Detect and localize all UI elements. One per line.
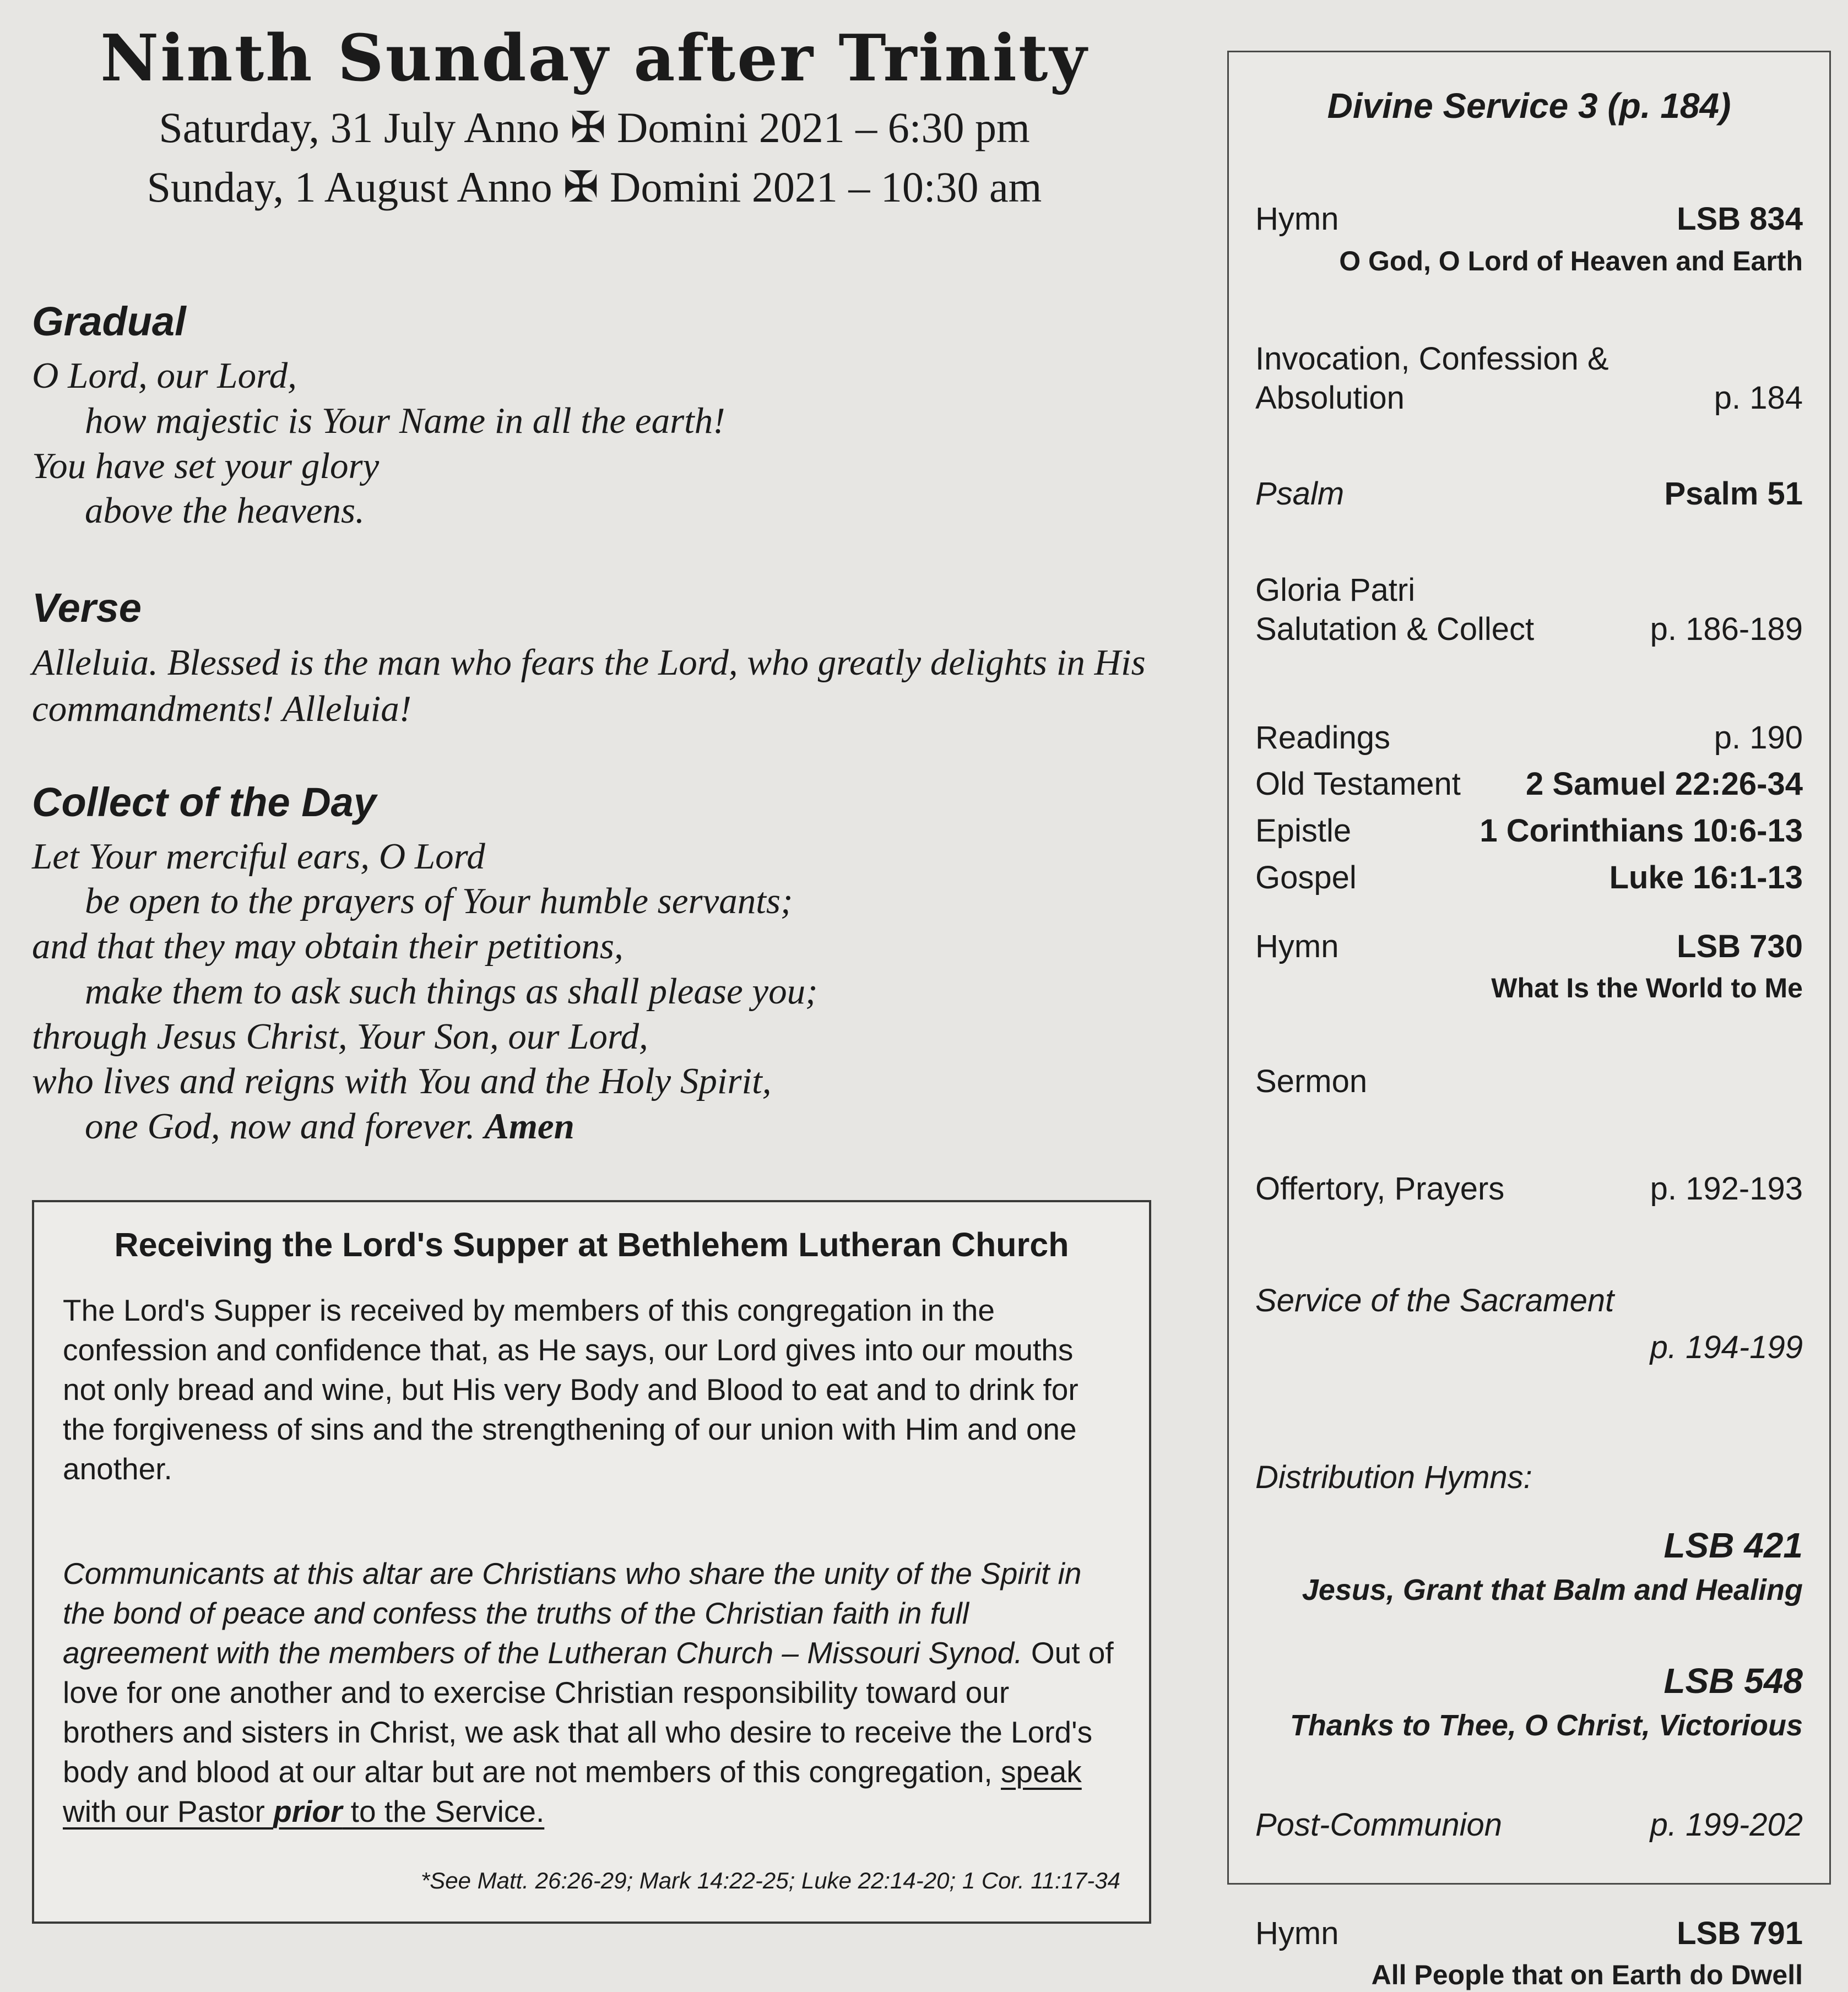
row-page: p. 184 [1714,379,1803,416]
row-page: p. 190 [1714,719,1803,756]
distribution-hymns-heading: Distribution Hymns: [1255,1459,1532,1496]
gradual-line: You have set your glory [32,445,380,486]
communion-paragraph-1: The Lord's Supper is received by members of this congregation in the confession and confidence that, as He says, our Lord gives into our mouths not only bread and wine, but His very Body and Blood to eat and to drink for the forgiveness of sins and the strengthening of our union with Him and one another. [63,1293,1079,1486]
collect-line: make them to ask such things as shall please you; [85,970,818,1012]
row-label: Psalm [1255,476,1345,512]
gradual-heading: Gradual [32,298,186,345]
order-of-service-panel [1227,51,1831,1991]
gradual-text [32,354,1157,534]
row-page: p. 199-202 [1650,1806,1803,1843]
row-value: Psalm 51 [1664,476,1803,512]
distribution-hymn-2-title: Thanks to Thee, O Christ, Victorious [1289,1709,1803,1743]
service-row-gloria-patri [1255,571,1803,649]
row-label: Gloria Patri [1255,572,1416,609]
date-line-sunday: Sunday, 1 August Anno ✠ Domini 2021 – 10:30 am [147,162,1042,211]
row-label: Post-Communion [1255,1806,1503,1843]
collect-line: through Jesus Christ, Your Son, our Lord, [32,1016,648,1057]
scripture-footnote: *See Matt. 26:26-29; Mark 14:22-25; Luke 22:14-20; 1 Cor. 11:17-34 [420,1868,1120,1894]
row-label: Old Testament [1255,766,1461,802]
row-label: Salutation & Collect [1255,611,1535,647]
day-hymn-title: What Is the World to Me [1491,973,1803,1004]
service-heading: Divine Service 3 (p. 184) [1327,86,1731,126]
row-label: Offertory, Prayers [1255,1171,1505,1207]
collect-line [32,1104,1157,1149]
collect-line: be open to the prayers of Your humble servants; [85,881,793,922]
collect-line: who lives and reigns with You and the Holy Spirit, [32,1061,772,1102]
left-column [32,23,1157,1924]
row-page: p. 192-193 [1650,1171,1803,1207]
underline-prior-emphasis: prior [273,1794,343,1829]
invocation-second-line [1255,379,1803,418]
communion-statement-italic: Communicants at this altar are Christians who share the unity of the Spirit in the bond of peace and confess the truths of the Christian faith in full agreement with the members of the Lutheran Church – Missouri Synod. [63,1556,1082,1670]
row-value: Luke 16:1-13 [1609,859,1803,895]
communion-box-heading: Receiving the Lord's Supper at Bethlehem Lutheran Church [114,1225,1069,1263]
underline-post: to the Service. [342,1794,545,1829]
service-row-sermon: Sermon [1255,1063,1368,1100]
row-label: Epistle [1255,813,1352,849]
collect-line: Let Your merciful ears, O Lord [32,835,485,877]
row-value: 1 Corinthians 10:6-13 [1480,813,1803,849]
communion-paragraph-2 [63,1554,1120,1831]
underline-pre: speak with our Pastor [63,1755,1082,1829]
communion-statement-box [32,1200,1151,1924]
gradual-line: O Lord, our Lord, [32,355,297,397]
opening-hymn-title: O God, O Lord of Heaven and Earth [1339,245,1803,276]
verse-heading: Verse [32,585,142,631]
service-row-hymn-closing [1255,1914,1803,1953]
date-line-saturday: Saturday, 31 July Anno ✠ Domini 2021 – 6:30 pm [159,103,1030,151]
gradual-line: above the heavens. [85,490,365,531]
row-label: Hymn [1255,201,1339,237]
service-row-hymn-opening [1255,200,1803,239]
row-label: Gospel [1255,859,1357,895]
row-label: Absolution [1255,379,1405,416]
collect-line: and that they may obtain their petitions, [32,926,624,967]
distribution-hymn-2-number: LSB 548 [1663,1661,1803,1701]
row-value: 2 Samuel 22:26-34 [1526,766,1803,802]
sacrament-page: p. 194-199 [1650,1329,1803,1365]
distribution-hymn-1-number: LSB 421 [1663,1526,1803,1566]
closing-hymn-title: All People that on Earth do Dwell [1371,1960,1803,1991]
row-value: LSB 791 [1677,1915,1803,1951]
row-page: p. 186-189 [1650,611,1803,647]
service-row-post-communion [1255,1806,1803,1845]
collect-text [32,834,1157,1149]
gradual-line: how majestic is Your Name in all the earth! [85,400,725,441]
collect-amen: Amen [484,1106,575,1147]
row-label: Readings [1255,719,1391,756]
service-row-hymn-day [1255,927,1803,967]
gloria-second-line [1255,610,1803,649]
communion-statement-regular: Out of love for one another and to exercise Christian responsibility toward our brothers and sisters in Christ, we ask that all who desire to receive the Lord's body and blood at our altar but are not members of this congregation, [63,1636,1114,1789]
service-row-gospel [1255,859,1803,898]
collect-heading: Collect of the Day [32,779,376,825]
row-value: LSB 834 [1677,201,1803,237]
service-row-invocation [1255,340,1803,418]
row-value: LSB 730 [1677,928,1803,964]
row-label: Hymn [1255,1915,1339,1951]
collect-line-end: one God, now and forever. [85,1106,485,1147]
verse-text: Alleluia. Blessed is the man who fears the Lord, who greatly delights in His commandments! Alleluia! [32,642,1146,729]
service-row-readings [1255,719,1803,758]
service-row-offertory [1255,1170,1803,1209]
service-row-old-testament [1255,765,1803,804]
row-label: Invocation, Confession & [1255,340,1609,377]
service-row-sacrament: Service of the Sacrament [1255,1282,1614,1318]
page-title: Ninth Sunday after Trinity [100,21,1088,96]
row-label: Hymn [1255,928,1339,964]
service-dates [32,98,1157,216]
service-row-psalm [1255,475,1803,514]
service-row-epistle [1255,812,1803,851]
distribution-hymn-1-title: Jesus, Grant that Balm and Healing [1302,1573,1803,1607]
